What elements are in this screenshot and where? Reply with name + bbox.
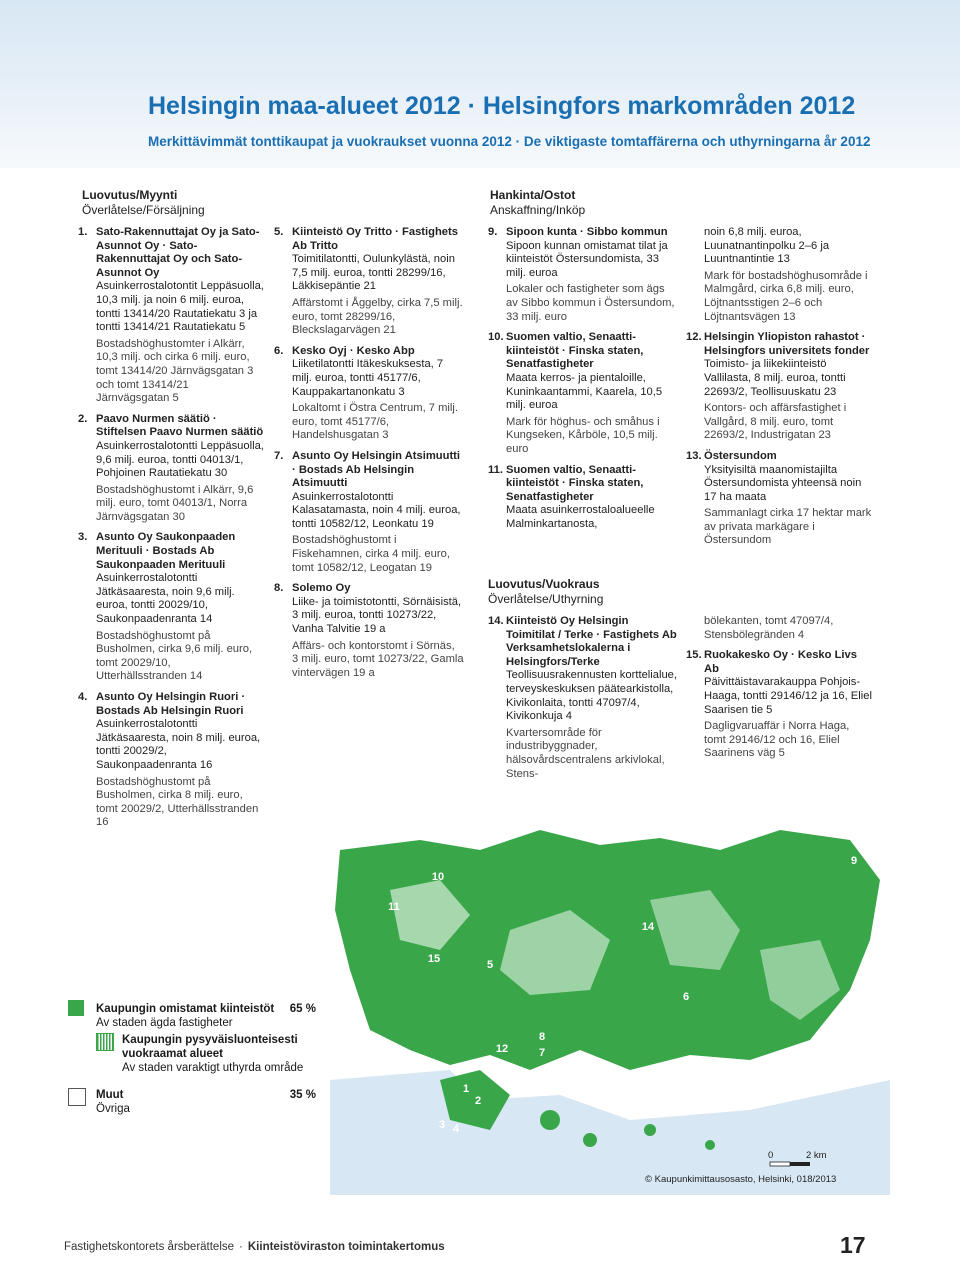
entry-name: Asunto Oy Helsingin Atsimuutti · Bostads Ab Helsingin Atsimuutti: [292, 449, 461, 490]
entry-14-continued: [686, 615, 872, 642]
entry-name: Östersundom: [704, 449, 777, 462]
entry-name: Kiinteistö Oy Helsingin Toimitilat / Terke · Fastighets Ab Verksamhetslokalerna i Helsingfors/Terke: [506, 615, 677, 668]
entry-name: Sato-Rakennuttajat Oy ja Sato-Asunnot Oy · Sato-Rakennuttajat Oy och Sato-Asunnot Oy: [96, 226, 260, 279]
footer-separator: ·: [239, 1241, 243, 1253]
entry-name: Kiinteistö Oy Tritto · Fastighets Ab Tritto: [292, 226, 458, 252]
entry-number: 6.: [274, 344, 284, 357]
entry-text-sv: Bostadshöghustomt på Busholmen, cirka 8 milj. euro, tomt 20029/2, Utterhällsstranden 16: [96, 775, 259, 829]
entry-11: [488, 464, 678, 532]
entry-number: 5.: [274, 226, 284, 238]
entry-name: Ruokakesko Oy · Kesko Livs Ab: [704, 649, 857, 675]
entry-11-continued: [686, 226, 872, 324]
entry-number: 2.: [78, 412, 88, 425]
entry-text-sv: Affärstomt i Åggelby, cirka 7,5 milj. euro, tomt 28299/16, Bleckslagarvägen 21: [292, 296, 463, 337]
entry-text-fi: Asuinkerrostalotontti Jätkäsaaresta, noin 9,6 milj. euroa, tontti 20029/10, Saukonpaadenranta 14: [96, 572, 235, 626]
entry-text-fi: Asuinkerrostalotontti Jätkäsaaresta, noin 8 milj. euroa, tontti 20029/2, Saukonpaadenranta 16: [96, 718, 261, 771]
entry-number: 8.: [274, 582, 284, 595]
entry-number: 15.: [686, 649, 702, 662]
map-marker-5: 5: [486, 959, 494, 971]
legend-swatch-leased: [96, 1033, 114, 1051]
map-marker-12: 12: [495, 1043, 509, 1055]
legend-other: [96, 1088, 316, 1116]
footer: [64, 1241, 445, 1253]
map-marker-8: 8: [538, 1031, 546, 1043]
entry-number: 11.: [488, 463, 503, 476]
legend-owned-fi: Kaupungin omistamat kiinteistöt: [96, 1003, 275, 1015]
section-purchase-sv: Anskaffning/Inköp: [490, 203, 586, 217]
map-marker-7: 7: [538, 1047, 546, 1059]
entry-text-sv: Kvartersområde för industribyggnader, hälsovårdscentralens arkivlokal, Stens-: [506, 726, 665, 780]
entry-text-fi: Päivittäistavarakauppa Pohjois-Haaga, tontti 29146/12 ja 16, Eliel Saarisen tie 5: [704, 676, 872, 716]
entry-text-sv: Bostadshöghustomt på Busholmen, cirka 9,6 milj. euro, tomt 20029/10, Utterhällsstranden 14: [96, 629, 253, 683]
helsinki-map: [330, 820, 890, 1195]
entry-4: [78, 691, 264, 830]
entry-5: [274, 226, 464, 338]
entry-text-sv: Mark för bostadshöghusområde i Malmgård, cirka 6,8 milj. euro, Löjtnantsstigen 2–6 och Löjtnantsvägen 13: [704, 269, 868, 323]
section-sales: [82, 188, 205, 218]
entry-6: [274, 345, 464, 443]
entry-text-sv: Lokaltomt i Östra Centrum, 7 milj. euro, tomt 45177/6, Handelshusgatan 3: [292, 402, 458, 442]
section-sales-fi: Luovutus/Myynti: [82, 188, 178, 202]
entry-10: [488, 331, 678, 456]
entry-number: 13.: [686, 449, 702, 462]
entry-text-sv: Bostadshöghustomt i Fiskehamnen, cirka 4 milj. euro, tomt 10582/12, Leogatan 19: [292, 534, 450, 574]
entry-text-sv: Affärs- och kontorstomt i Sörnäs, 3 milj. euro, tomt 10273/22, Gamla vintervägen 19 a: [292, 639, 464, 679]
map-island: [583, 1133, 597, 1147]
entry-text-sv: Mark för höghus- och småhus i Kungseken, Kårböle, 10,5 milj. euro: [506, 415, 660, 455]
map-marker-11: 11: [388, 901, 400, 913]
column-3: [488, 226, 678, 538]
legend-swatch-other: [68, 1088, 86, 1106]
entry-9: [488, 226, 678, 324]
footer-left: Fastighetskontorets årsberättelse: [64, 1241, 235, 1253]
legend-leased: [122, 1033, 322, 1075]
entry-2: [78, 413, 264, 525]
section-lease-sv: Överlåtelse/Uthyrning: [488, 592, 604, 606]
legend-leased-fi: Kaupungin pysyväisluonteisesti vuokraamat alueet: [122, 1034, 298, 1060]
entry-name: Suomen valtio, Senaatti-kiinteistöt · Finska staten, Senatfastigheter: [506, 463, 644, 503]
entry-text-sv: Lokaler och fastigheter som ägs av Sibbo kommun i Östersundom, 33 milj. euro: [506, 283, 675, 323]
footer-right: Kiinteistöviraston toimintakertomus: [247, 1241, 445, 1253]
entry-text-sv: Bostadshöghustomt i Alkärr, 9,6 milj. euro, tomt 04013/1, Norra Järnvägsgatan 30: [96, 483, 254, 523]
map-marker-13: 13: [867, 845, 881, 857]
map-island: [540, 1110, 560, 1130]
entry-name: Suomen valtio, Senaatti-kiinteistöt · Finska staten, Senatfastigheter: [506, 331, 644, 371]
entry-number: 7.: [274, 449, 284, 462]
section-sales-sv: Överlåtelse/Försäljning: [82, 203, 205, 217]
entry-3: [78, 531, 264, 684]
scale-segment: [770, 1162, 790, 1166]
entry-number: 12.: [686, 331, 702, 344]
legend-swatch-owned: [68, 1000, 84, 1016]
legend-other-pct: 35 %: [289, 1089, 316, 1101]
scale-km: 2 km: [806, 1150, 827, 1161]
entry-name: Asunto Oy Saukonpaaden Merituuli · Bostads Ab Saukonpaaden Merituuli: [96, 531, 236, 571]
entry-name: Asunto Oy Helsingin Ruori · Bostads Ab Helsingin Ruori: [96, 691, 246, 717]
entry-name: Solemo Oy: [292, 582, 351, 595]
entry-1: [78, 226, 264, 406]
entry-14: [488, 615, 678, 781]
map-marker-14: 14: [641, 921, 655, 933]
column-3-lower: [488, 615, 678, 788]
entry-15: [686, 649, 872, 761]
entry-text-fi: Liike- ja toimistotontti, Sörnäisistä, 3 milj. euroa, tontti 10273/22, Vanha Talvitie 19 a: [292, 595, 462, 636]
entry-text-fi: Maata asuinkerrostaloalueelle Malminkartanosta,: [506, 504, 655, 530]
entry-12: [686, 331, 872, 443]
entry-text-sv: Dagligvaruaffär i Norra Haga, tomt 29146/12 och 16, Eliel Saarinens väg 5: [704, 720, 850, 760]
entry-name: Paavo Nurmen säätiö · Stiftelsen Paavo Nurmen säätiö: [96, 412, 264, 439]
legend-leased-sv: Av staden varaktigt uthyrda område: [122, 1062, 304, 1074]
map-marker-2: 2: [474, 1095, 482, 1107]
section-purchase: [490, 188, 585, 218]
entry-text-fi: Asuinkerrostalotontti Leppäsuolla, 9,6 milj. euroa, tontti 04013/1, Pohjoinen Rautatiekatu 30: [96, 439, 264, 480]
entry-text-fi: Teollisuusrakennusten korttelialue, terveyskeskuksen päätearkistolla, Kivikonlaita, tontti 47097/4, Kivikonkuja 4: [506, 669, 678, 723]
entry-text-sv: Sammanlagt cirka 17 hektar mark av privata markägare i Östersundom: [704, 507, 872, 547]
map-marker-1: 1: [462, 1083, 470, 1095]
entry-number: 9.: [488, 226, 498, 238]
entry-text-fi: Toimisto- ja liikekiinteistö Vallilasta, 8 milj. euroa, tontti 22693/2, Teollisuuskatu 23: [704, 358, 846, 398]
legend-owned-sv: Av staden ägda fastigheter: [96, 1017, 233, 1029]
entry-text-sv: Kontors- och affärsfastighet i Vallgård, 8 milj. euro, tomt 22693/2, Industrigatan 23: [704, 402, 847, 442]
column-2: [274, 226, 464, 687]
entry-text-fi: Liiketilatontti Itäkeskuksesta, 7 milj. euroa, tontti 45177/6, Kauppakartanonkatu 3: [292, 358, 444, 398]
legend-owned: [96, 1002, 316, 1030]
scale-zero: 0: [768, 1150, 774, 1161]
entry-text-sv: Bostadshöghustomter i Alkärr, 10,3 milj. och cirka 6 milj. euro, tomt 13414/20 Järnvägsgatan 3 och tomt 13414/21 Järnvägsgatan 5: [96, 337, 254, 405]
map-marker-9: 9: [850, 855, 858, 867]
section-lease: [488, 577, 603, 607]
entry-name: Kesko Oyj · Kesko Abp: [292, 344, 415, 357]
entry-text-fi: Asuinkerrostalotontit Leppäsuolla, 10,3 milj. ja noin 6 milj. euroa, tontti 13414/20 Rautatiekatu 3 ja tontti 13414/21 Rautatiekatu 5: [96, 280, 264, 334]
map-marker-4: 4: [452, 1123, 460, 1135]
map-marker-10: 10: [431, 871, 445, 883]
legend-owned-pct: 65 %: [289, 1003, 316, 1015]
section-lease-fi: Luovutus/Vuokraus: [488, 577, 600, 591]
entry-number: 4.: [78, 691, 88, 703]
entry-number: 3.: [78, 531, 88, 544]
entry-name: Helsingin Yliopiston rahastot · Helsingfors universitets fonder: [704, 331, 870, 357]
page-number: 17: [840, 1232, 866, 1258]
entry-text-fi: noin 6,8 milj. euroa, Luunatnantinpolku 2–6 ja Luuntnantintie 13: [704, 226, 830, 266]
entry-13: [686, 450, 872, 548]
entry-7: [274, 450, 464, 575]
entry-number: 14.: [488, 615, 504, 627]
map-island: [644, 1124, 656, 1136]
entry-text-sv: bölekanten, tomt 47097/4, Stensbölegränden 4: [704, 615, 834, 641]
entry-text-fi: Toimitilatontti, Oulunkylästä, noin 7,5 milj. euroa, tontti 28299/16, Läkkisepäntie 21: [292, 253, 455, 293]
map-credit: © Kaupunkimittausosasto, Helsinki, 018/2013: [645, 1174, 837, 1185]
entry-name: Sipoon kunta · Sibbo kommun: [506, 226, 668, 238]
map-island: [705, 1140, 715, 1150]
entry-number: 1.: [78, 226, 88, 238]
section-purchase-fi: Hankinta/Ostot: [490, 188, 576, 202]
map-marker-3: 3: [438, 1119, 446, 1131]
entry-text-fi: Asuinkerrostalotontti Kalasatamasta, noin 4 milj. euroa, tontti 10582/12, Leonkatu 19: [292, 490, 461, 530]
legend-other-sv: Övriga: [96, 1103, 130, 1115]
entry-number: 10.: [488, 331, 504, 344]
map-marker-6: 6: [682, 991, 690, 1003]
legend-other-fi: Muut: [96, 1089, 124, 1101]
entry-text-fi: Yksityisiltä maanomistajilta Östersundomista yhteensä noin 17 ha maata: [704, 463, 862, 503]
page-title: Helsingin maa-alueet 2012 · Helsingfors markområden 2012: [148, 92, 856, 120]
column-1: [78, 226, 264, 837]
column-4-lower: [686, 615, 872, 768]
entry-text-fi: Sipoon kunnan omistamat tilat ja kiinteistöt Östersundomista, 33 milj. euroa: [506, 239, 668, 279]
map-marker-15: 15: [427, 953, 441, 965]
column-4: [686, 226, 872, 555]
page-subtitle: Merkittävimmät tonttikaupat ja vuokraukset vuonna 2012 · De viktigaste tomtaffärerna och uthyrningarna år 2012: [148, 134, 871, 149]
entry-text-fi: Maata kerros- ja pientaloille, Kuninkaantammi, Kaarela, 10,5 milj. euroa: [506, 371, 663, 412]
entry-8: [274, 582, 464, 680]
